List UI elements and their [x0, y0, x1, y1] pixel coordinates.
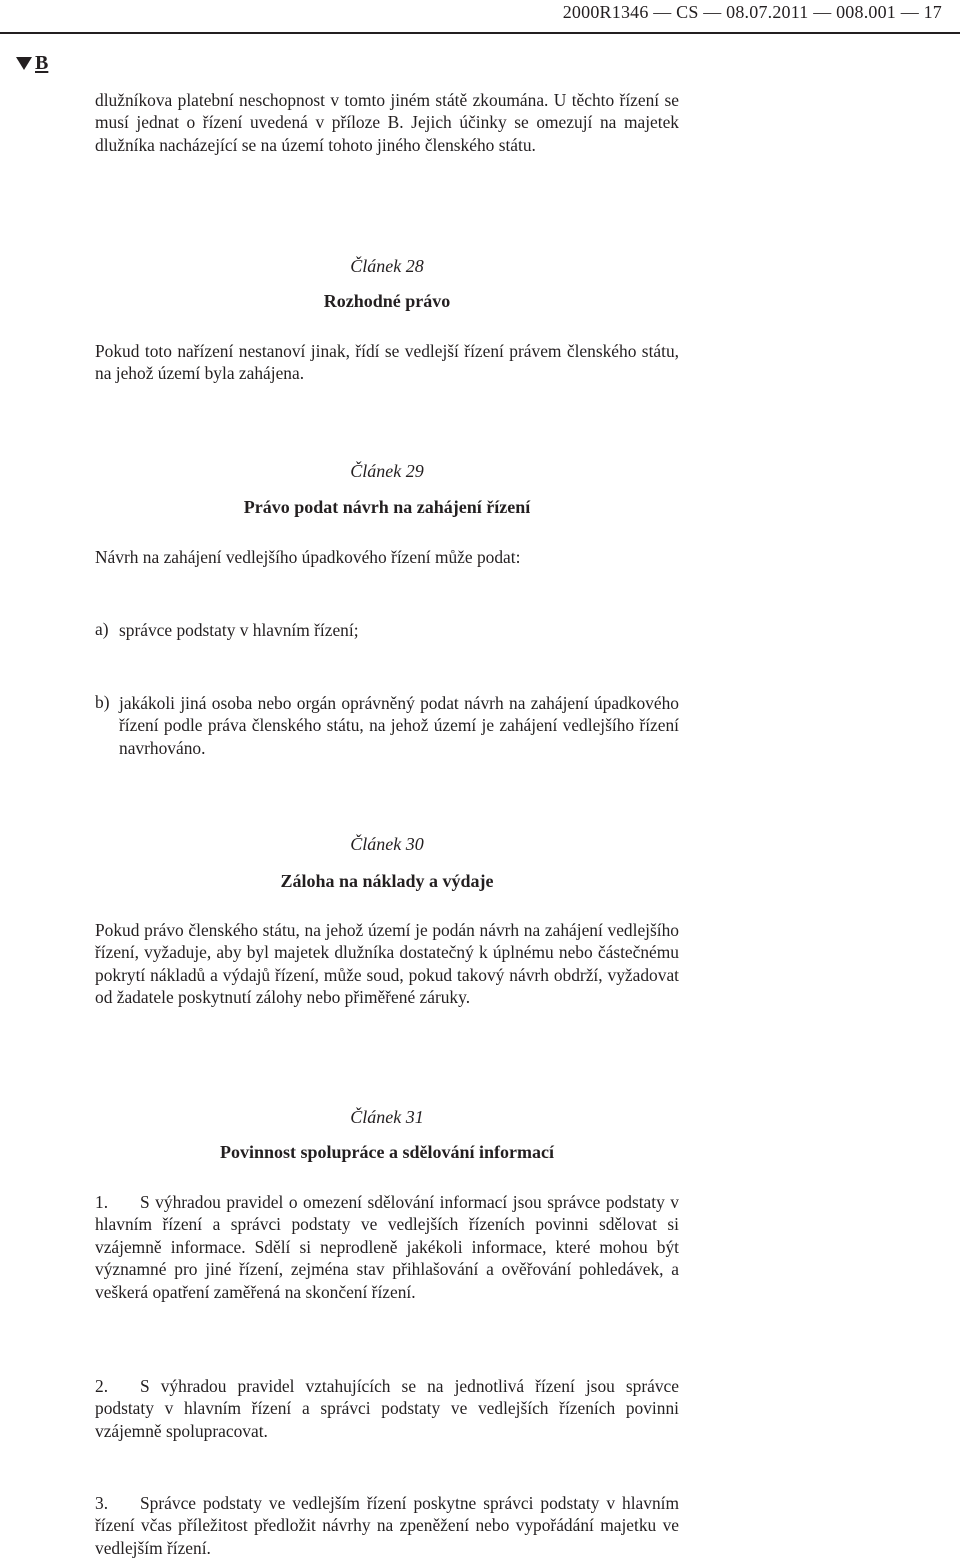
article-29-number: Článek 29: [350, 461, 424, 481]
list-item: [95, 619, 679, 641]
article-31-paragraph-2: [95, 1375, 679, 1442]
article-29-item-b: [95, 692, 679, 759]
article-28-title: Rozhodné právo: [323, 291, 451, 311]
article-28-body: [95, 340, 679, 385]
article-31-title: Povinnost spolupráce a sdělování informací: [219, 1142, 555, 1162]
article-31-paragraph-1: [95, 1191, 679, 1303]
numbered-paragraph: [95, 1191, 679, 1303]
intro-paragraph-block: [95, 89, 679, 156]
list-item: [95, 692, 679, 759]
list-item-label: b): [95, 692, 110, 712]
article-30-body: [95, 919, 679, 1009]
paragraph-text: S výhradou pravidel o omezení sdělování informací jsou správce podstaty v hlavním řízení a správci podstaty ve vedlejších řízeních povinni sdělovat si vzájemně informace. Sdělí si neprodleně jakékoli informace, které mohou být významné pro jiné řízení, zejména stav přihlašování a ověřování pohledávek, a veškerá opatření zaměřená na skončení řízení.: [95, 1192, 679, 1302]
article-29-item-a: [95, 619, 679, 641]
article-30-number: Článek 30: [350, 834, 424, 854]
article-28-number: Článek 28: [350, 256, 424, 276]
article-29-intro: Návrh na zahájení vedlejšího úpadkového řízení může podat:: [95, 547, 521, 567]
paragraph-number: 2.: [95, 1376, 109, 1396]
list-item-label: a): [95, 619, 109, 639]
document-reference: 2000R1346 — CS — 08.07.2011 — 008.001 — 17: [562, 2, 942, 22]
paragraph-number: 3.: [95, 1493, 109, 1513]
list-item-text: správce podstaty v hlavním řízení;: [119, 620, 359, 640]
intro-paragraph: dlužníkova platební neschopnost v tomto jiném státě zkoumána. U těchto řízení se musí jednat o řízení uvedená v příloze B. Jejich účinky se omezují na majetek dlužníka nacházející se na území tohoto jiného členského státu.: [95, 90, 679, 155]
paragraph-number: 1.: [95, 1192, 109, 1212]
article-31-paragraph-3: [95, 1492, 679, 1559]
article-31-number: Článek 31: [350, 1107, 424, 1127]
numbered-paragraph: [95, 1492, 679, 1559]
paragraph-text: S výhradou pravidel vztahujících se na jednotlivá řízení jsou správce podstaty v hlavním řízení a správci podstaty ve vedlejších řízeních povinni vzájemně spolupracovat.: [95, 1376, 679, 1441]
amendment-marker: [16, 52, 48, 75]
article-30-title: Záloha na náklady a výdaje: [280, 871, 494, 891]
numbered-paragraph: [95, 1375, 679, 1442]
triangle-down-icon: [16, 57, 32, 70]
article-28-text: Pokud toto nařízení nestanoví jinak, řídí se vedlejší řízení právem členského státu, na jehož území byla zahájena.: [95, 341, 679, 384]
article-30-text: Pokud právo členského státu, na jehož území je podán návrh na zahájení vedlejšího řízení, vyžaduje, aby byl majetek dlužníka dostatečný k úplnému nebo částečnému pokrytí nákladů a výdajů řízení, může soud, pokud takový návrh obdrží, vyžadovat od žadatele poskytnutí zálohy nebo přiměřené záruky.: [95, 920, 679, 1008]
amendment-marker-label: B: [35, 52, 49, 74]
list-item-text: jakákoli jiná osoba nebo orgán oprávněný podat návrh na zahájení úpadkového řízení podle práva členského státu, na jehož území je zahájení vedlejšího řízení navrhováno.: [119, 693, 679, 758]
page-header: [0, 0, 960, 30]
paragraph-text: Správce podstaty ve vedlejším řízení poskytne správci podstaty v hlavním řízení včas příležitost předložit návrhy na zpeněžení nebo vypořádání majetku ve vedlejším řízení.: [95, 1493, 679, 1558]
article-29-intro-block: [95, 546, 679, 568]
header-divider: [0, 32, 960, 34]
article-29-title: Právo podat návrh na zahájení řízení: [243, 497, 531, 517]
